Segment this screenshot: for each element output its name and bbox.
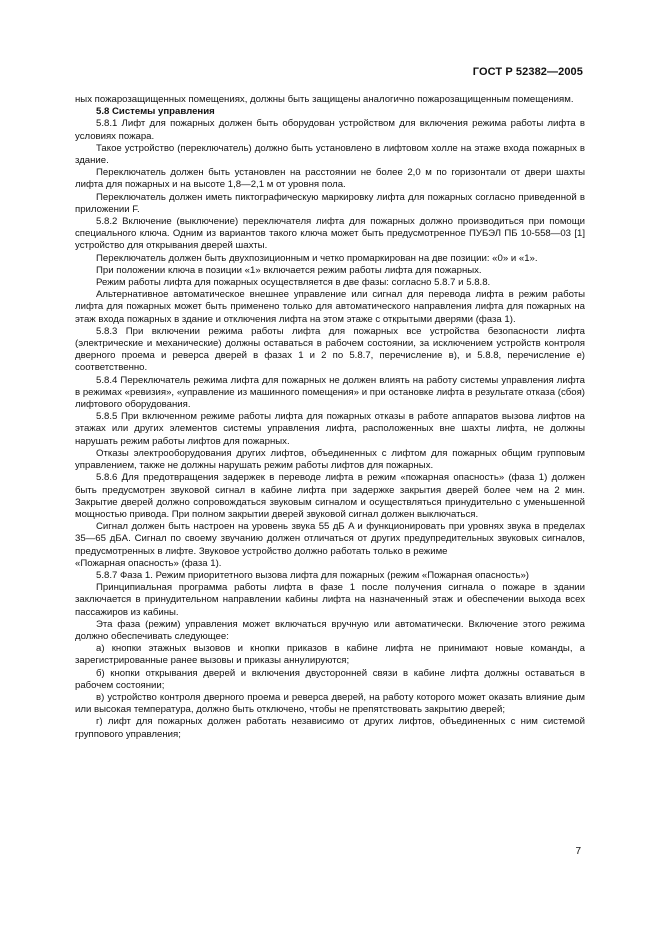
paragraph: 5.8.2 Включение (выключение) переключателя лифта для пожарных должно производиться при помощи специального ключа. Одним из вариантов такого ключа может быть предусмотренное ПУБЭЛ ПБ 10-558—03 [1] устройство для открывания дверей шахты. bbox=[75, 216, 585, 252]
document-header: ГОСТ Р 52382—2005 bbox=[472, 66, 583, 78]
paragraph: Переключатель должен быть двухпозиционным и четко промаркирован на две позиции: «0» и «1». bbox=[96, 252, 538, 264]
paragraph: 5.8.3 При включении режима работы лифта для пожарных все устройства безопасности лифта (электрические и механические) должны оставаться в рабочем состоянии, за исключением устройств контроля дверного проема и реверса дверей в фазах 1 и 2 по 5.8.7, перечисление в), и 5.8.8, перечисление е) соответственно. bbox=[75, 325, 585, 374]
paragraph: Такое устройство (переключатель) должно быть установлено в лифтовом холле на этаже входа пожарных в здание. bbox=[75, 142, 585, 167]
list-item: б) кнопки открывания дверей и включения двусторонней связи в кабине лифта должны оставаться в рабочем состоянии; bbox=[75, 667, 585, 691]
paragraph: 5.8.7 Фаза 1. Режим приоритетного вызова лифта для пожарных (режим «Пожарная опасность») bbox=[96, 569, 529, 581]
paragraph: ных пожарозащищенных помещениях, должны быть защищены аналогично пожарозащищенным помещениям. bbox=[75, 94, 574, 105]
document-body bbox=[75, 94, 585, 741]
list-item: в) устройство контроля дверного проема и реверса дверей, на работу которого может оказать влияние дым или высокая температура, должно быть отключено, чтобы не препятствовать закрытию дверей; bbox=[75, 691, 585, 716]
list-item: а) кнопки этажных вызовов и кнопки приказов в кабине лифта не принимают новые команды, а зарегистрированные ранее вызовы и приказы аннулируются; bbox=[75, 643, 585, 667]
paragraph: 5.8.6 Для предотвращения задержек в переводе лифта в режим «пожарная опасность» (фаза 1) должен быть предусмотрен звуковой сигнал в кабине лифта при задержке закрытия дверей более чем на 2 мин. Закрытие дверей должно сопровождаться звуковым сигналом и осуществляться принудительно с уменьшенной мощностью привода. При полном закрытии дверей звуковой сигнал должен выключаться. bbox=[75, 472, 585, 520]
paragraph: «Пожарная опасность» (фаза 1). bbox=[75, 557, 222, 569]
list-item: г) лифт для пожарных должен работать независимо от других лифтов, объединенных с ним системой группового управления; bbox=[75, 716, 585, 740]
paragraph: Режим работы лифта для пожарных осуществляется в две фазы: согласно 5.8.7 и 5.8.8. bbox=[96, 277, 491, 289]
paragraph: При положении ключа в позиции «1» включается режим работы лифта для пожарных. bbox=[96, 264, 482, 276]
paragraph: Переключатель должен иметь пиктографическую маркировку лифта для пожарных согласно приведенной в приложении F. bbox=[75, 191, 585, 215]
paragraph: 5.8.5 При включенном режиме работы лифта для пожарных отказы в работе аппаратов вызова лифтов на этажах или других элементов системы управления лифта, расположенных вне шахты лифта, не должны нарушать режим работы лифтов для пожарных. bbox=[75, 411, 585, 447]
paragraph: 5.8.1 Лифт для пожарных должен быть оборудован устройством для включения режима работы лифта в условиях пожара. bbox=[75, 118, 585, 142]
paragraph: Альтернативное автоматическое внешнее управление или сигнал для перевода лифта в режим работы лифта для пожарных может быть применено только для автоматического направления лифта для пожарных на этаж входа пожарных в здание и отключения лифта на этом этаже с открытыми дверями (фаза 1). bbox=[75, 289, 585, 325]
page-number: 7 bbox=[575, 846, 581, 857]
paragraph: 5.8.4 Переключатель режима лифта для пожарных не должен влиять на работу системы управления лифта в режимах «ревизия», «управление из машинного помещения» и при остановке лифта в результате отказа (сбоя) лифтового оборудования. bbox=[75, 374, 585, 411]
paragraph: Отказы электрооборудования других лифтов, объединенных с лифтом для пожарных общим групповым управлением, также не должны нарушать режим работы лифтов для пожарных. bbox=[75, 447, 585, 472]
paragraph: Переключатель должен быть установлен на расстоянии не более 2,0 м по горизонтали от двери шахты лифта для пожарных и на высоте 1,8—2,1 м от уровня пола. bbox=[75, 167, 585, 191]
paragraph: Эта фаза (режим) управления может включаться вручную или автоматически. Включение этого режима должно обеспечивать следующее: bbox=[75, 618, 585, 642]
paragraph: Принципиальная программа работы лифта в фазе 1 после получения сигнала о пожаре в здании заключается в принудительном направлении кабины лифта на назначенный этаж и обеспечении выхода всех пассажиров из кабины. bbox=[75, 582, 585, 618]
section-heading: 5.8 Системы управления bbox=[96, 106, 215, 118]
paragraph: Сигнал должен быть настроен на уровень звука 55 дБ A и функционировать при уровнях звука в пределах 35—65 дБA. Сигнал по своему звучанию должен отличаться от других предупредительных звуковых сигналов, предусмотренных в лифте. Звуковое устройство должно работать только в режиме bbox=[75, 521, 585, 557]
